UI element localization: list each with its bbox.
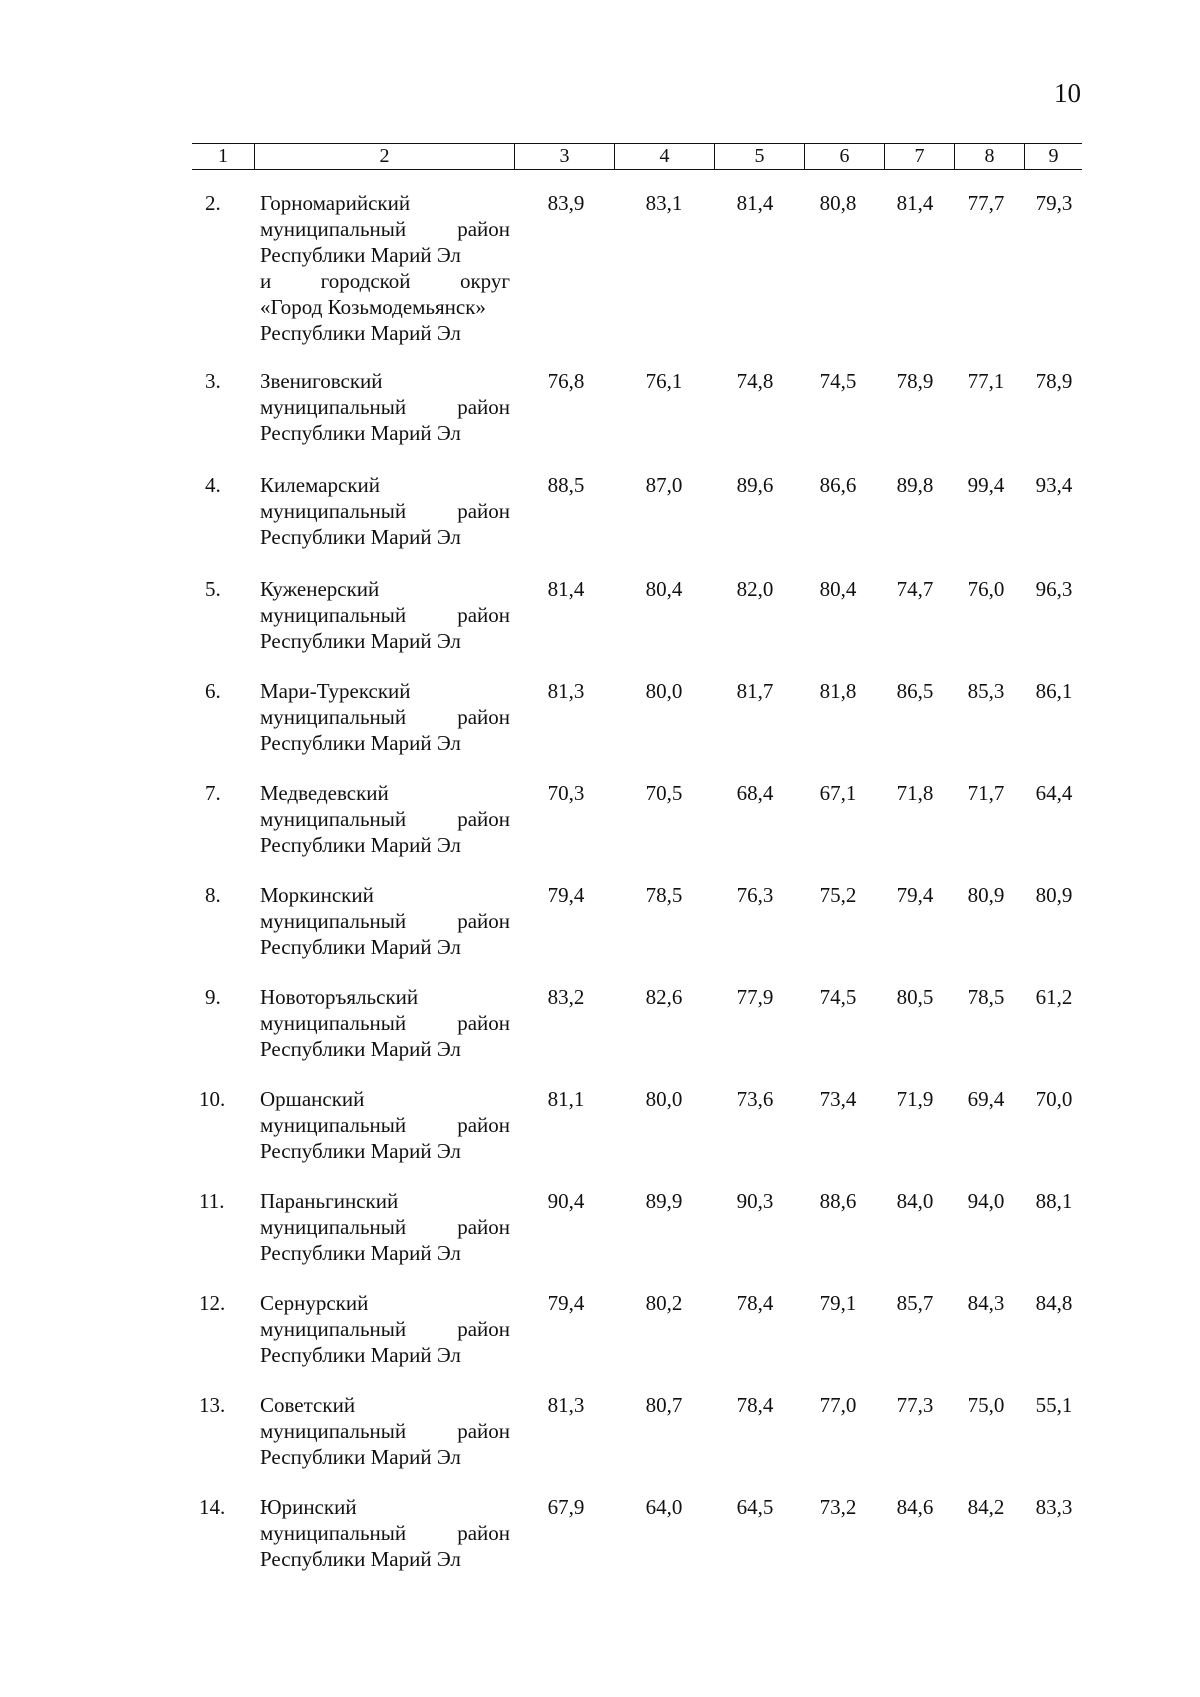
value-col-9: 84,8	[1035, 1291, 1073, 1315]
header-cell: 2	[254, 144, 514, 169]
value-col-3: 81,4	[547, 577, 585, 601]
value-col-4: 78,5	[645, 883, 683, 907]
district-name-line: Медведевский	[260, 781, 389, 805]
table-body	[0, 190, 1200, 1596]
value-col-7: 78,9	[896, 369, 934, 393]
value-col-6: 88,6	[819, 1189, 857, 1213]
table-row	[0, 1188, 1200, 1290]
row-number: 11.	[199, 1189, 225, 1213]
value-col-9: 64,4	[1035, 781, 1073, 805]
value-col-6: 86,6	[819, 473, 857, 497]
value-col-3: 70,3	[547, 781, 585, 805]
value-col-5: 78,4	[736, 1291, 774, 1315]
table-row	[0, 882, 1200, 984]
district-name	[260, 1290, 510, 1368]
district-name-line: Республики Марий Эл	[260, 731, 461, 755]
header-cell: 9	[1024, 144, 1082, 169]
value-col-8: 94,0	[967, 1189, 1005, 1213]
value-col-9: 78,9	[1035, 369, 1073, 393]
district-name-line: Советский	[260, 1393, 356, 1417]
district-name-line: Республики Марий Эл	[260, 1037, 461, 1061]
value-col-5: 73,6	[736, 1087, 774, 1111]
district-name-line: Звениговский	[260, 369, 383, 393]
table-row	[0, 780, 1200, 882]
value-col-8: 76,0	[967, 577, 1005, 601]
district-name-line: муниципальный район	[260, 395, 510, 419]
district-name	[260, 1494, 510, 1572]
value-col-4: 80,0	[645, 1087, 683, 1111]
header-cell: 5	[714, 144, 804, 169]
value-col-4: 87,0	[645, 473, 683, 497]
district-name-line: муниципальный район	[260, 1113, 510, 1137]
row-number: 14.	[199, 1495, 226, 1519]
value-col-8: 77,7	[967, 191, 1005, 215]
district-name	[260, 1086, 510, 1164]
value-col-9: 55,1	[1035, 1393, 1073, 1417]
value-col-6: 80,8	[819, 191, 857, 215]
table-row	[0, 368, 1200, 472]
value-col-3: 76,8	[547, 369, 585, 393]
value-col-8: 75,0	[967, 1393, 1005, 1417]
district-name-line: Республики Марий Эл	[260, 1343, 461, 1367]
value-col-3: 81,1	[547, 1087, 585, 1111]
value-col-7: 84,6	[896, 1495, 934, 1519]
value-col-3: 83,9	[547, 191, 585, 215]
value-col-6: 67,1	[819, 781, 857, 805]
value-col-9: 88,1	[1035, 1189, 1073, 1213]
district-name-line: муниципальный район	[260, 603, 510, 627]
value-col-6: 74,5	[819, 369, 857, 393]
value-col-7: 84,0	[896, 1189, 934, 1213]
value-col-3: 83,2	[547, 985, 585, 1009]
value-col-4: 80,4	[645, 577, 683, 601]
table-header-row	[192, 143, 1082, 170]
header-cell: 7	[884, 144, 954, 169]
row-number: 8.	[205, 883, 221, 907]
district-name-line: Оршанский	[260, 1087, 365, 1111]
district-name-line: муниципальный район	[260, 217, 510, 241]
value-col-9: 79,3	[1035, 191, 1073, 215]
district-name-line: Параньгинский	[260, 1189, 399, 1213]
value-col-5: 90,3	[736, 1189, 774, 1213]
header-cell: 6	[804, 144, 884, 169]
value-col-7: 86,5	[896, 679, 934, 703]
district-name-line: Республики Марий Эл	[260, 629, 461, 653]
district-name-line: муниципальный район	[260, 499, 510, 523]
district-name-line: Сернурский	[260, 1291, 369, 1315]
value-col-4: 83,1	[645, 191, 683, 215]
value-col-7: 89,8	[896, 473, 934, 497]
table-row	[0, 472, 1200, 576]
district-name-line: Республики Марий Эл	[260, 935, 461, 959]
value-col-5: 81,7	[736, 679, 774, 703]
value-col-9: 93,4	[1035, 473, 1073, 497]
header-cell: 8	[954, 144, 1024, 169]
district-name-line: Республики Марий Эл	[260, 1139, 461, 1163]
district-name-line: Республики Марий Эл	[260, 833, 461, 857]
district-name-line: Республики Марий Эл	[260, 243, 461, 267]
table-row	[0, 576, 1200, 678]
district-name	[260, 882, 510, 960]
district-name-line: Горномарийский	[260, 191, 411, 215]
value-col-7: 80,5	[896, 985, 934, 1009]
value-col-6: 79,1	[819, 1291, 857, 1315]
value-col-4: 89,9	[645, 1189, 683, 1213]
value-col-6: 77,0	[819, 1393, 857, 1417]
value-col-7: 85,7	[896, 1291, 934, 1315]
district-name	[260, 576, 510, 654]
value-col-7: 79,4	[896, 883, 934, 907]
district-name-line: Моркинский	[260, 883, 374, 907]
value-col-5: 81,4	[736, 191, 774, 215]
value-col-7: 81,4	[896, 191, 934, 215]
row-number: 6.	[205, 679, 221, 703]
table-row	[0, 984, 1200, 1086]
row-number: 2.	[205, 191, 221, 215]
header-cell: 4	[614, 144, 714, 169]
value-col-3: 79,4	[547, 883, 585, 907]
value-col-9: 70,0	[1035, 1087, 1073, 1111]
district-name	[260, 1392, 510, 1470]
value-col-7: 71,8	[896, 781, 934, 805]
table-row	[0, 1494, 1200, 1596]
district-name-line: Республики Марий Эл	[260, 421, 461, 445]
value-col-7: 71,9	[896, 1087, 934, 1111]
district-name-line: муниципальный район	[260, 1011, 510, 1035]
value-col-7: 77,3	[896, 1393, 934, 1417]
value-col-5: 74,8	[736, 369, 774, 393]
value-col-6: 73,2	[819, 1495, 857, 1519]
value-col-5: 89,6	[736, 473, 774, 497]
value-col-4: 76,1	[645, 369, 683, 393]
value-col-3: 81,3	[547, 1393, 585, 1417]
header-cell: 3	[514, 144, 614, 169]
value-col-8: 99,4	[967, 473, 1005, 497]
table-row	[0, 678, 1200, 780]
district-name-line: Юринский	[260, 1495, 357, 1519]
value-col-7: 74,7	[896, 577, 934, 601]
district-name	[260, 984, 510, 1062]
table-row	[0, 1392, 1200, 1494]
value-col-8: 71,7	[967, 781, 1005, 805]
row-number: 5.	[205, 577, 221, 601]
value-col-5: 82,0	[736, 577, 774, 601]
value-col-6: 74,5	[819, 985, 857, 1009]
value-col-4: 70,5	[645, 781, 683, 805]
value-col-6: 81,8	[819, 679, 857, 703]
district-name	[260, 472, 510, 550]
district-name	[260, 780, 510, 858]
value-col-4: 82,6	[645, 985, 683, 1009]
district-name-line: Новоторъяльский	[260, 985, 419, 1009]
value-col-8: 77,1	[967, 369, 1005, 393]
value-col-9: 80,9	[1035, 883, 1073, 907]
value-col-8: 69,4	[967, 1087, 1005, 1111]
row-number: 9.	[205, 985, 221, 1009]
district-name-line: «Город Козьмодемьянск»	[260, 295, 486, 319]
value-col-3: 90,4	[547, 1189, 585, 1213]
value-col-3: 81,3	[547, 679, 585, 703]
district-name-line: Куженерский	[260, 577, 380, 601]
district-name-line: муниципальный район	[260, 705, 510, 729]
district-name-line: Республики Марий Эл	[260, 321, 461, 345]
value-col-8: 84,2	[967, 1495, 1005, 1519]
table-row	[0, 190, 1200, 368]
value-col-8: 80,9	[967, 883, 1005, 907]
table-row	[0, 1290, 1200, 1392]
district-name	[260, 1188, 510, 1266]
table-row	[0, 1086, 1200, 1188]
district-name	[260, 190, 510, 346]
value-col-4: 80,7	[645, 1393, 683, 1417]
district-name-line: муниципальный район	[260, 1521, 510, 1545]
value-col-5: 77,9	[736, 985, 774, 1009]
value-col-3: 88,5	[547, 473, 585, 497]
district-name-line: Республики Марий Эл	[260, 1241, 461, 1265]
value-col-3: 79,4	[547, 1291, 585, 1315]
district-name-line: муниципальный район	[260, 1317, 510, 1341]
value-col-8: 78,5	[967, 985, 1005, 1009]
value-col-3: 67,9	[547, 1495, 585, 1519]
value-col-5: 76,3	[736, 883, 774, 907]
row-number: 12.	[199, 1291, 226, 1315]
value-col-9: 96,3	[1035, 577, 1073, 601]
district-name-line: Мари-Турекский	[260, 679, 411, 703]
district-name-line: муниципальный район	[260, 807, 510, 831]
district-name-line: муниципальный район	[260, 1215, 510, 1239]
value-col-9: 86,1	[1035, 679, 1073, 703]
row-number: 4.	[205, 473, 221, 497]
value-col-5: 78,4	[736, 1393, 774, 1417]
row-number: 7.	[205, 781, 221, 805]
district-name-line: Республики Марий Эл	[260, 525, 461, 549]
district-name-line: и городской округ	[260, 269, 510, 293]
header-cell: 1	[218, 145, 228, 167]
district-name-line: Республики Марий Эл	[260, 1445, 461, 1469]
value-col-8: 85,3	[967, 679, 1005, 703]
value-col-4: 64,0	[645, 1495, 683, 1519]
value-col-4: 80,2	[645, 1291, 683, 1315]
row-number: 10.	[199, 1087, 226, 1111]
value-col-9: 61,2	[1035, 985, 1073, 1009]
value-col-9: 83,3	[1035, 1495, 1073, 1519]
value-col-5: 64,5	[736, 1495, 774, 1519]
value-col-6: 75,2	[819, 883, 857, 907]
district-name	[260, 368, 510, 446]
district-name-line: муниципальный район	[260, 1419, 510, 1443]
row-number: 13.	[199, 1393, 226, 1417]
district-name	[260, 678, 510, 756]
value-col-6: 80,4	[819, 577, 857, 601]
page-number: 10	[1054, 78, 1081, 108]
district-name-line: муниципальный район	[260, 909, 510, 933]
district-name-line: Килемарский	[260, 473, 381, 497]
value-col-8: 84,3	[967, 1291, 1005, 1315]
value-col-4: 80,0	[645, 679, 683, 703]
value-col-6: 73,4	[819, 1087, 857, 1111]
value-col-5: 68,4	[736, 781, 774, 805]
district-name-line: Республики Марий Эл	[260, 1547, 461, 1571]
row-number: 3.	[205, 369, 221, 393]
